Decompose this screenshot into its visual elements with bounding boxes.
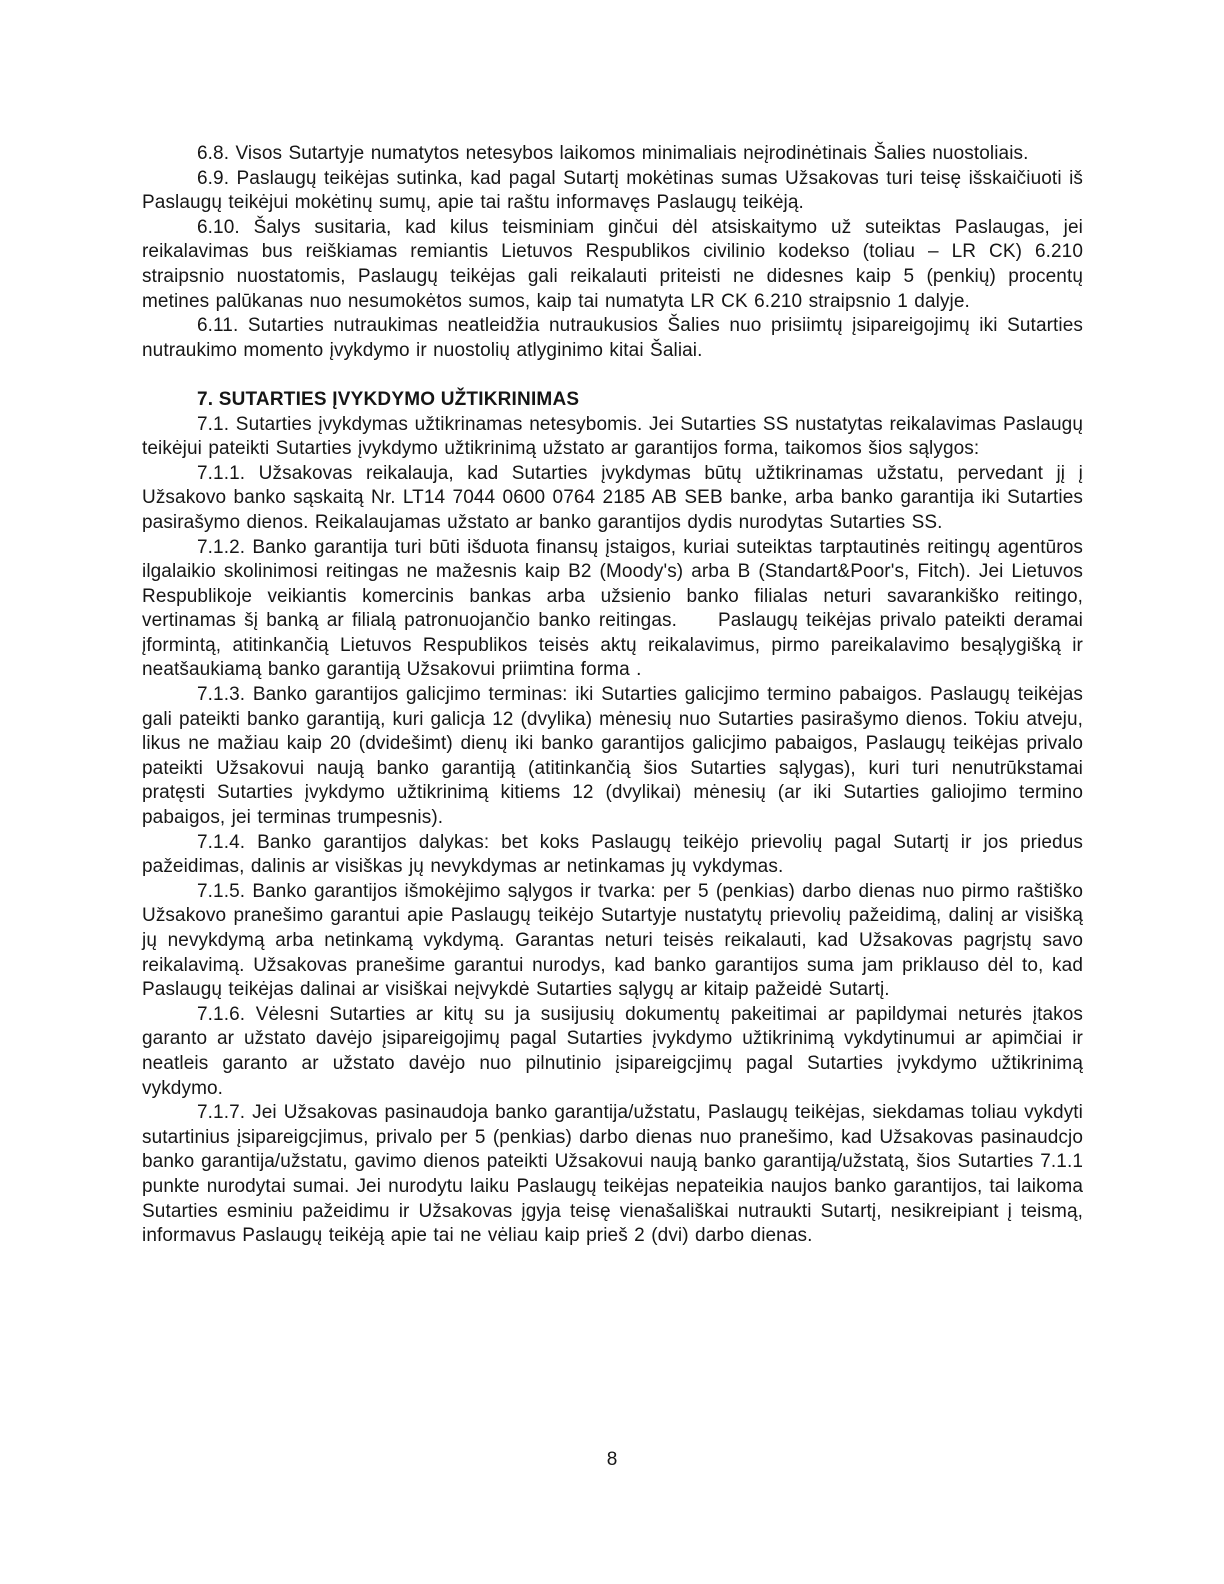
section-heading-7: 7. SUTARTIES ĮVYKDYMO UŽTIKRINIMAS	[197, 388, 580, 410]
clause-7-1-1: 7.1.1. Užsakovas reikalauja, kad Sutarties įvykdymas būtų užtikrinamas užstatu, pervedant jį į Užsakovo banko sąskaitą Nr. LT14 7044 0600 0764 2185 AB SEB banke, arba banko garantija iki Sutarties pasirašymo dienos. Reikalaujamas užstato ar banko garantijos dydis nurodytas Sutarties SS.	[142, 462, 1083, 533]
clause-7-1-6: 7.1.6. Vėlesni Sutarties ar kitų su ja susijusių dokumentų pakeitimai ar papildymai neturės įtakos garanto ar užstato davėjo įsipareigojimų pagal Sutarties įvykdymo užtikrinimą vykdytinumui ar apimčiai ir neatleis garanto ar užstato davėjo nuo pilnutinio įsipareigcjimų pagal Sutarties įvykdymo užtikrinimą vykdymo.	[142, 1003, 1083, 1099]
clause-7-1-5: 7.1.5. Banko garantijos išmokėjimo sąlygos ir tvarka: per 5 (penkias) darbo dienas nuo pirmo raštiško Užsakovo pranešimo garantui apie Paslaugų teikėjo Sutartyje nustatytų prievolių pažeidimą, dalinį ar visišką jų nevykdymą arba netinkamą vykdymą. Garantas neturi teisės reikalauti, kad Užsakovas pagrįstų savo reikalavimą. Užsakovas pranešime garantui nurodys, kad banko garantijos suma jam priklauso dėl to, kad Paslaugų teikėjas dalinai ar visiškai neįvykdė Sutarties sąlygų ar kitaip pažeidė Sutartį.	[142, 880, 1083, 1001]
document-content	[142, 142, 1083, 1249]
clause-6-8: 6.8. Visos Sutartyje numatytos netesybos laikomos minimaliais neįrodinėtinais Šalies nuostoliais.	[197, 143, 1029, 164]
clause-7-1: 7.1. Sutarties įvykdymas užtikrinamas netesybomis. Jei Sutarties SS nustatytas reikalavimas Paslaugų teikėjui pateikti Sutarties įvykdymo užtikrinimą užstato ar garantijos forma, taikomos šios sąlygos:	[142, 413, 1083, 460]
clause-6-11: 6.11. Sutarties nutraukimas neatleidžia nutraukusios Šalies nuo prisiimtų įsipareigojimų iki Sutarties nutraukimo momento įvykdymo ir nuostolių atlyginimo kitai Šaliai.	[142, 315, 1083, 361]
page-number: 8	[606, 1449, 618, 1470]
clause-7-1-2: 7.1.2. Banko garantija turi būti išduota finansų įstaigos, kuriai suteiktas tarptautinės reitingų agentūros ilgalaikio skolinimosi reitingas ne mažesnis kaip B2 (Moody's) arba B (Standart&Poor's, Fitch). Jei Lietuvos Respublikoje veikiantis komercinis bankas arba užsienio banko filialas neturi savarankiško reitingo, vertinamas šį banką ar filialą patronuojančio banko reitingas. Paslaugų teikėjas privalo pateikti deramai įformintą, atitinkančią Lietuvos Respublikos teisės aktų reikalavimus, pirmo pareikalavimo besąlygišką ir neatšaukiamą banko garantiją Užsakovui priimtina forma .	[142, 536, 1083, 681]
clause-7-1-7: 7.1.7. Jei Užsakovas pasinaudoja banko garantija/užstatu, Paslaugų teikėjas, siekdamas toliau vykdyti sutartinius įsipareigcjimus, privalo per 5 (penkias) darbo dienas nuo pranešimo, kad Užsakovas pasinaudcjo banko garantija/užstatu, gavimo dienos pateikti Užsakovui naują banko garantiją/užstatą, šios Sutarties 7.1.1 punkte nurodytai sumai. Jei nurodytu laiku Paslaugų teikėjas nepateikia naujos banko garantijos, tai laikoma Sutarties esminiu pažeidimu ir Užsakovas įgyja teisę vienašališkai nutraukti Sutartį, nesikreipiant į teismą, informavus Paslaugų teikėją apie tai ne vėliau kaip prieš 2 (dvi) darbo dienas.	[142, 1102, 1083, 1247]
clause-6-9: 6.9. Paslaugų teikėjas sutinka, kad pagal Sutartį mokėtinas sumas Užsakovas turi teisę išskaičiuoti iš Paslaugų teikėjui mokėtinų sumų, apie tai raštu informavęs Paslaugų teikėją.	[142, 167, 1083, 214]
clause-7-1-4: 7.1.4. Banko garantijos dalykas: bet koks Paslaugų teikėjo prievolių pagal Sutartį ir jos priedus pažeidimas, dalinis ar visiškas jų nevykdymas ar netinkamas jų vykdymas.	[142, 831, 1083, 878]
clause-7-1-3: 7.1.3. Banko garantijos galicjimo terminas: iki Sutarties galicjimo termino pabaigos. Paslaugų teikėjas gali pateikti banko garantiją, kuri galicja 12 (dvylika) mėnesių nuo Sutarties pasirašymo dienos. Tokiu atveju, likus ne mažiau kaip 20 (dvidešimt) dienų iki banko garantijos galicjimo pabaigos, Paslaugų teikėjas privalo pateikti Užsakovui naują banko garantiją (atitinkančią šios Sutarties sąlygas), kuri turi nenutrūkstamai pratęsti Sutarties įvykdymo užtikrinimą kitiems 12 (dvylikai) mėnesių (ar iki Sutarties galiojimo termino pabaigos, jei terminas trumpesnis).	[142, 684, 1083, 829]
clause-6-10: 6.10. Šalys susitaria, kad kilus teisminiam ginčui dėl atsiskaitymo už suteiktas Paslaugas, jei reikalavimas bus reiškiamas remiantis Lietuvos Respublikos civilinio kodekso (toliau – LR CK) 6.210 straipsnio nuostatomis, Paslaugų teikėjas gali reikalauti priteisti ne didesnes kaip 5 (penkių) procentų metines palūkanas nuo nesumokėtos sumos, kaip tai numatyta LR CK 6.210 straipsnio 1 dalyje.	[142, 216, 1083, 312]
